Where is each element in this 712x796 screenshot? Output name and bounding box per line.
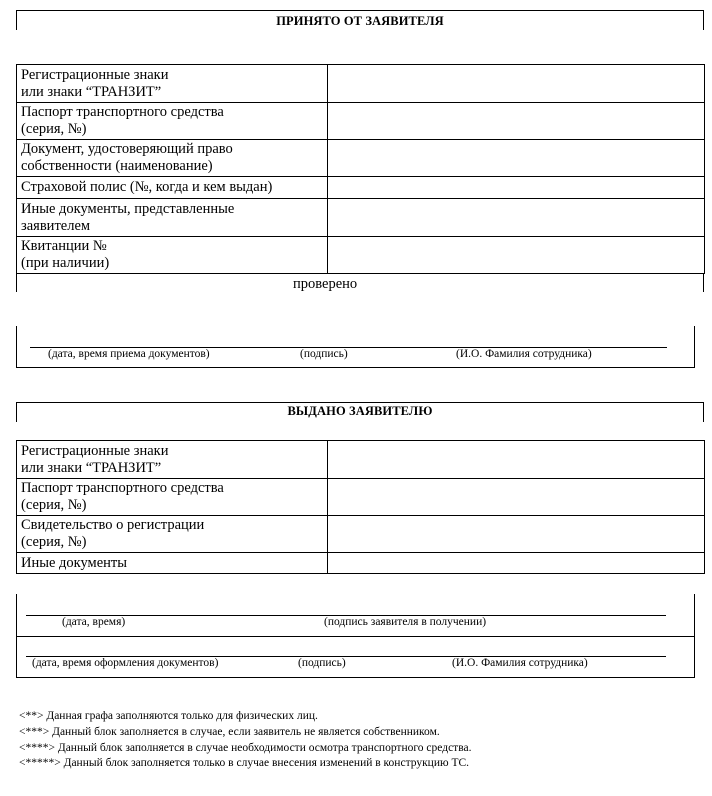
received-label-receipts: Квитанции № (при наличии) (17, 237, 328, 274)
table-row (17, 140, 705, 177)
issued-sig2-date-caption: (дата, время оформления документов) (32, 657, 219, 669)
issued-sig1-date-caption: (дата, время) (62, 616, 126, 628)
received-label-other-documents: Иные документы, представленные заявителем (17, 199, 328, 237)
table-row (17, 177, 705, 199)
received-value-vehicle-passport[interactable] (328, 103, 705, 140)
received-sig-box-left (16, 326, 17, 368)
issued-label-vehicle-passport: Паспорт транспортного средства (серия, №) (17, 479, 328, 516)
table-row (17, 199, 705, 237)
received-checked-left-border (16, 273, 17, 292)
issued-label-plates: Регистрационные знаки или знаки “ТРАНЗИТ” (17, 441, 328, 479)
issued-sig2-officer-caption: (И.О. Фамилия сотрудника) (452, 657, 588, 669)
footnote-2: <***> Данный блок заполняется в случае, если заявитель не является собственником. (19, 726, 440, 738)
table-row (17, 103, 705, 140)
received-sig-box-bottom (16, 367, 695, 368)
table-row (17, 237, 705, 274)
received-value-insurance[interactable] (328, 177, 705, 199)
received-checked-right-border (703, 273, 704, 292)
received-title-top-border (16, 10, 704, 11)
table-row (17, 553, 705, 574)
issued-title-top-border (16, 402, 704, 403)
footnote-1: <**> Данная графа заполняются только для физических лиц. (19, 710, 318, 722)
received-sig-officer-caption: (И.О. Фамилия сотрудника) (456, 348, 592, 360)
issued-value-other-documents[interactable] (328, 553, 705, 574)
issued-sig1-applicant-caption: (подпись заявителя в получении) (324, 616, 487, 628)
table-row (17, 479, 705, 516)
received-value-plates[interactable] (328, 65, 705, 103)
table-row (17, 65, 705, 103)
received-label-insurance: Страховой полис (№, когда и кем выдан) (17, 177, 328, 199)
issued-sig-box-divider (16, 636, 695, 637)
footnote-3: <****> Данный блок заполняется в случае необходимости осмотра транспортного средства. (19, 742, 472, 754)
issued-table (16, 440, 705, 574)
issued-value-registration-certificate[interactable] (328, 516, 705, 553)
issued-label-other-documents: Иные документы (17, 553, 328, 574)
issued-sig-box-bottom (16, 677, 695, 678)
issued-title: ВЫДАНО ЗАЯВИТЕЛЮ (287, 404, 433, 418)
received-label-plates: Регистрационные знаки или знаки “ТРАНЗИТ” (17, 65, 328, 103)
received-value-receipts[interactable] (328, 237, 705, 274)
issued-value-plates[interactable] (328, 441, 705, 479)
received-table (16, 64, 705, 274)
issued-sig2-signature-caption: (подпись) (298, 657, 346, 669)
received-label-ownership-document: Документ, удостоверяющий право собственности (наименование) (17, 140, 328, 177)
received-sig-box-right (694, 326, 695, 368)
received-title: ПРИНЯТО ОТ ЗАЯВИТЕЛЯ (276, 14, 444, 28)
footnote-4: <*****> Данный блок заполняется только в случае внесения изменений в конструкцию ТС. (19, 757, 470, 769)
issued-value-vehicle-passport[interactable] (328, 479, 705, 516)
received-label-vehicle-passport: Паспорт транспортного средства (серия, №) (17, 103, 328, 140)
received-sig-date-caption: (дата, время приема документов) (48, 348, 210, 360)
issued-label-registration-certificate: Свидетельство о регистрации (серия, №) (17, 516, 328, 553)
table-row (17, 441, 705, 479)
received-value-ownership-document[interactable] (328, 140, 705, 177)
received-sig-signature-caption: (подпись) (300, 348, 348, 360)
received-value-other-documents[interactable] (328, 199, 705, 237)
table-row (17, 516, 705, 553)
received-checked-label: проверено (293, 276, 358, 292)
